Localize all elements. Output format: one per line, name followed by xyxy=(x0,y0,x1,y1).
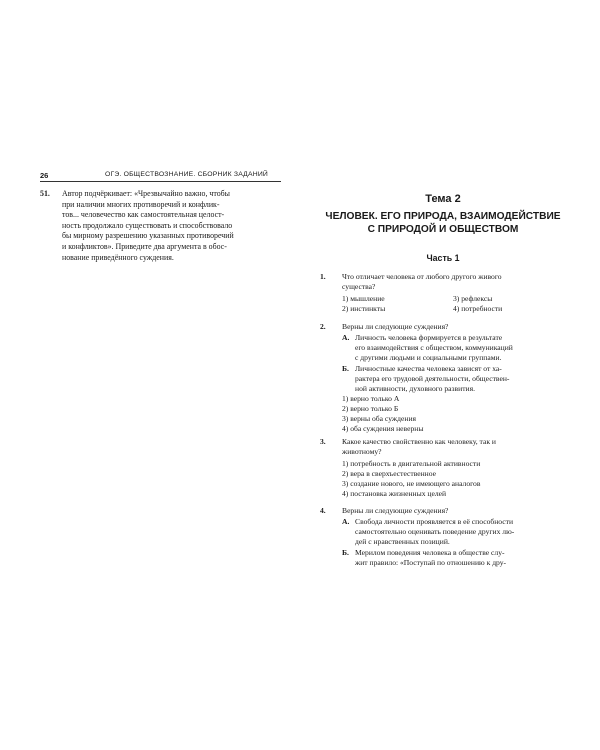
question-text xyxy=(342,272,557,292)
answer-option: 2) инстинкты xyxy=(342,304,386,313)
statement-text xyxy=(355,548,557,568)
text-line: Какое качество свойственно как человеку, так и xyxy=(342,437,496,446)
answer-option: 1) потребность в двигательной активности xyxy=(342,459,481,468)
question-2 xyxy=(320,322,557,434)
text-line: с другими людьми и социальными группами. xyxy=(355,353,502,362)
text-line: самостоятельно оценивать поведение других лю- xyxy=(355,527,515,536)
text-line: нование приведённого суждения. xyxy=(62,252,174,262)
answer-option: 3) создание нового, не имеющего аналогов xyxy=(342,479,481,488)
statement-text xyxy=(355,517,557,547)
topic-title-line: С ПРИРОДОЙ И ОБЩЕСТВОМ xyxy=(367,224,519,235)
part-label: Часть 1 xyxy=(426,253,460,263)
question-number: 2. xyxy=(320,322,326,331)
text-line: Мерилом поведения человека в обществе слу- xyxy=(355,548,505,557)
text-line: его взаимодействия с обществом, коммуникаций xyxy=(355,343,513,352)
answer-option: 4) постановка жизненных целей xyxy=(342,489,447,498)
statement-b xyxy=(342,364,557,394)
text-line: Личностные качества человека зависят от ха- xyxy=(355,364,502,373)
text-line: рактера его трудовой деятельности, обществен- xyxy=(355,374,510,383)
text-line: ность продолжало существовать и способствовало xyxy=(62,220,233,230)
text-line: дей с нравственных позиций. xyxy=(355,537,450,546)
statement-a xyxy=(342,333,557,363)
answer-option: 2) вера в сверхъестественное xyxy=(342,469,436,478)
answer-option: 2) верно только Б xyxy=(342,404,399,413)
header-divider xyxy=(40,181,281,182)
statement-a xyxy=(342,517,557,547)
question-text xyxy=(62,189,282,263)
statement-label: Б. xyxy=(342,548,349,557)
statement-text xyxy=(355,333,557,363)
page-number: 26 xyxy=(40,171,49,180)
text-line: существа? xyxy=(342,282,376,291)
question-number: 3. xyxy=(320,437,326,446)
question-number: 4. xyxy=(320,506,326,515)
question-number: 51. xyxy=(40,189,50,198)
question-text xyxy=(342,437,557,457)
running-title: ОГЭ. ОБЩЕСТВОЗНАНИЕ. СБОРНИК ЗАДАНИЙ xyxy=(105,171,268,178)
question-text: Верны ли следующие суждения? xyxy=(342,506,449,515)
text-line: бы мирному разрешению указанных противоречий xyxy=(62,231,234,241)
text-line: животному? xyxy=(342,447,382,456)
text-line: ной активности, духовного развития. xyxy=(355,384,475,393)
question-1 xyxy=(320,272,557,314)
statement-label: А. xyxy=(342,517,350,526)
answer-option: 1) мышление xyxy=(342,294,385,303)
text-line: при наличии многих противоречий и конфлик- xyxy=(62,199,220,209)
text-line: Личность человека формируется в результате xyxy=(355,333,503,342)
text-line: тов... человечество как самостоятельная целост- xyxy=(62,210,225,220)
text-line: Свобода личности проявляется в её способности xyxy=(355,517,514,526)
topic-label: Тема 2 xyxy=(425,193,461,205)
answer-option: 4) оба суждения неверны xyxy=(342,424,424,433)
question-number: 1. xyxy=(320,272,326,281)
statement-label: А. xyxy=(342,333,350,342)
topic-title-line: ЧЕЛОВЕК. ЕГО ПРИРОДА, ВЗАИМОДЕЙСТВИЕ xyxy=(325,211,561,222)
answer-option: 3) верны оба суждения xyxy=(342,414,416,423)
text-line: Автор подчёркивает: «Чрезвычайно важно, чтобы xyxy=(62,189,230,198)
topic-title xyxy=(318,210,568,236)
question-4 xyxy=(320,506,557,568)
answer-option: 4) потребности xyxy=(453,304,503,313)
question-51 xyxy=(40,189,282,263)
question-text: Верны ли следующие суждения? xyxy=(342,322,449,331)
answer-option: 3) рефлексы xyxy=(453,294,493,303)
text-line: жит правило: «Поступай по отношению к дру- xyxy=(355,558,507,567)
text-line: Что отличает человека от любого другого живого xyxy=(342,272,502,281)
statement-text xyxy=(355,364,557,394)
answer-options xyxy=(342,294,557,314)
text-line: и конфликтов». Приведите два аргумента в обос- xyxy=(62,241,227,251)
statement-b xyxy=(342,548,557,568)
question-3 xyxy=(320,437,557,499)
statement-label: Б. xyxy=(342,364,349,373)
answer-option: 1) верно только А xyxy=(342,394,400,403)
